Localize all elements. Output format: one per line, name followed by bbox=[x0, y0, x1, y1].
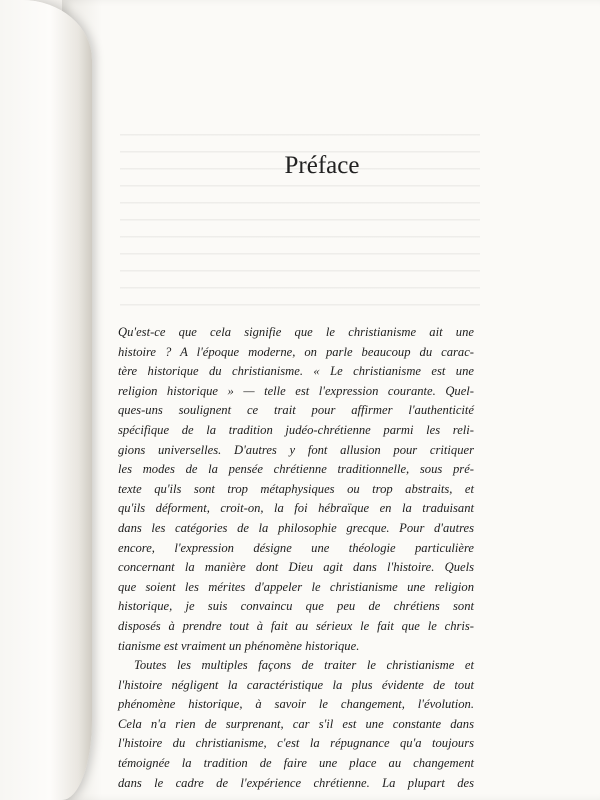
text-line: spécifique de la tradition judéo-chrétienne parmi les reli- bbox=[118, 422, 474, 437]
text-line: dans le cadre de l'expérience chrétienne. La plupart des bbox=[118, 775, 474, 790]
text-line: gions universelles. D'autres y font allusion pour critiquer bbox=[118, 442, 474, 457]
text-line: ques-uns soulignent ce trait pour affirmer l'authenticité bbox=[118, 403, 474, 418]
left-page-curl bbox=[0, 0, 92, 800]
text-line: Toutes les multiples façons de traiter le christianisme et bbox=[134, 658, 474, 673]
text-line: Qu'est-ce que cela signifie que le christianisme ait une bbox=[118, 325, 474, 339]
body-text bbox=[118, 323, 474, 793]
text-line: que soient les mérites d'appeler le christianisme une religion bbox=[118, 579, 474, 594]
page-title: Préface bbox=[284, 152, 360, 179]
text-line: tianisme est vraiment un phénomène historique. bbox=[118, 638, 360, 653]
text-line: disposés à prendre tout à fait au sérieux le fait que le chris- bbox=[118, 618, 474, 633]
text-line: l'histoire du christianisme, c'est la répugnance qu'a toujours bbox=[118, 736, 474, 751]
text-line: religion historique » — telle est l'expression courante. Quel- bbox=[118, 383, 474, 398]
text-line: concernant la manière dont Dieu agit dans l'histoire. Quels bbox=[118, 560, 474, 575]
text-line: encore, l'expression désigne une théologie particulière bbox=[118, 540, 474, 555]
text-line: phénomène historique, à savoir le changement, l'évolution. bbox=[118, 697, 474, 712]
text-line: l'histoire négligent la caractéristique la plus évidente de tout bbox=[118, 677, 474, 692]
text-line: tère historique du christianisme. « Le christianisme est une bbox=[118, 364, 474, 379]
text-line: texte qu'ils sont trop métaphysiques ou trop abstraits, et bbox=[118, 481, 474, 496]
text-line: Cela n'a rien de surprenant, car s'il est une constante dans bbox=[118, 716, 474, 731]
show-through-text bbox=[120, 120, 480, 320]
text-line: histoire ? A l'époque moderne, on parle beaucoup du carac- bbox=[118, 344, 474, 359]
text-line: témoignée la tradition de faire une place au changement bbox=[118, 756, 474, 771]
text-line: qu'ils déforment, croit-on, la foi hébraïque en la traduisant bbox=[118, 501, 474, 516]
text-line: dans les catégories de la philosophie grecque. Pour d'autres bbox=[118, 520, 474, 535]
text-line: les modes de la pensée chrétienne traditionnelle, sous pré- bbox=[118, 462, 474, 477]
text-line: historique, je suis convaincu que peu de chrétiens sont bbox=[118, 599, 474, 614]
